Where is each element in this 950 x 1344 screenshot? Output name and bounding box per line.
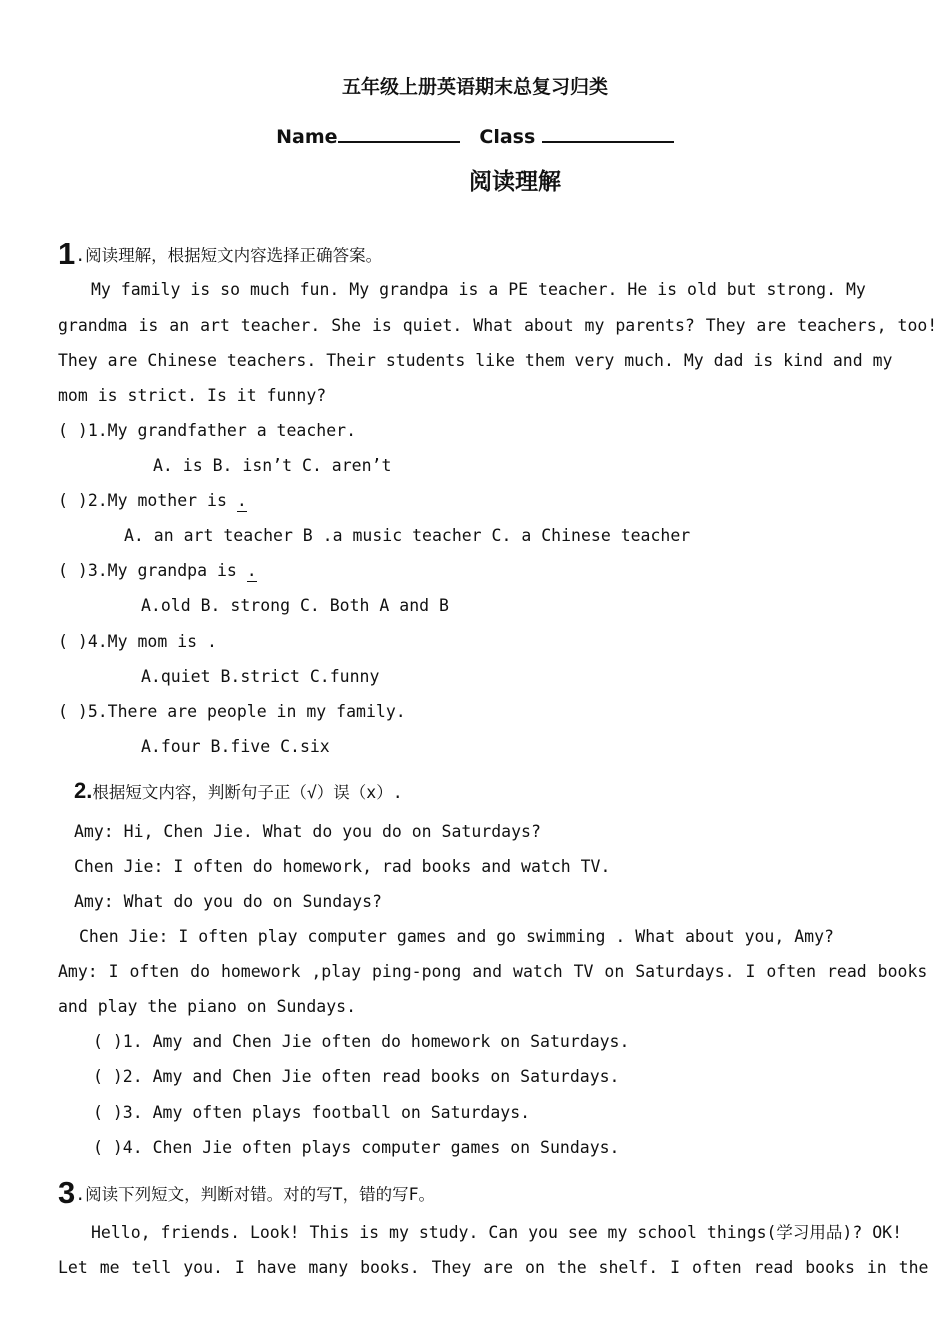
judgment-item[interactable]: ( )1. Amy and Chen Jie often do homework on Saturdays. [93, 1032, 630, 1051]
q3-passage-line: Let me tell you. I have many books. They are on the shelf. I often read books in the [58, 1258, 929, 1277]
q3-instruction: .阅读下列短文，判断对错。对的写T，错的写F。 [75, 1185, 436, 1204]
name-label: Name [276, 126, 338, 148]
page-title: 五年级上册英语期末总复习归类 [341, 76, 608, 98]
item-options: A. an art teacher B .a music teacher C. a Chinese teacher [124, 526, 691, 545]
dialogue-line: Amy: Hi, Chen Jie. What do you do on Saturdays? [74, 822, 541, 841]
item-stem: 1.My grandfather a teacher. [87, 421, 357, 440]
class-blank[interactable] [542, 123, 674, 143]
dialogue-line: Amy: What do you do on Sundays? [74, 892, 382, 911]
answer-paren[interactable]: ( ) [58, 421, 88, 440]
q1-item [58, 491, 247, 512]
judgment-item[interactable]: ( )4. Chen Jie often plays computer games on Sundays. [93, 1138, 620, 1157]
q3-number: 3 [58, 1175, 76, 1210]
item-options: A.old B. strong C. Both A and B [141, 596, 449, 615]
q1-item [58, 702, 406, 722]
dialogue-line: Chen Jie: I often do homework, rad books and watch TV. [74, 857, 611, 876]
q1-heading [58, 238, 382, 272]
answer-blank[interactable]: . [236, 491, 247, 510]
section-title: 阅读理解 [469, 169, 561, 195]
dialogue-line: and play the piano on Sundays. [58, 997, 357, 1016]
judgment-item[interactable]: ( )2. Amy and Chen Jie often read books on Saturdays. [93, 1067, 620, 1086]
dialogue-line: Amy: I often do homework ,play ping-pong and watch TV on Saturdays. I often read books [58, 962, 928, 981]
item-stem: 2.My mother is [87, 491, 237, 510]
q1-number: 1 [58, 236, 76, 271]
q2-number: 2. [74, 778, 93, 803]
q1-passage-line: My family is so much fun. My grandpa is a PE teacher. He is old but strong. My [91, 280, 866, 299]
q2-heading [74, 778, 403, 806]
answer-paren[interactable]: ( ) [58, 491, 88, 510]
item-options: A. is B. isn’t C. aren’t [153, 456, 392, 475]
item-options: A.four B.five C.six [141, 737, 330, 756]
q3-heading [58, 1177, 435, 1211]
q2-instruction: 根据短文内容，判断句子正（√）误（x）. [92, 783, 403, 802]
answer-paren[interactable]: ( ) [58, 561, 88, 580]
answer-blank[interactable]: . [246, 561, 257, 580]
q1-item [58, 421, 356, 441]
answer-paren[interactable]: ( ) [58, 702, 88, 721]
q1-item [58, 561, 257, 582]
item-stem: 4.My mom is . [87, 632, 217, 651]
q1-passage-line: mom is strict. Is it funny? [58, 386, 327, 405]
q1-passage-line: They are Chinese teachers. Their students like them very much. My dad is kind and my [58, 351, 893, 370]
dialogue-line: Chen Jie: I often play computer games and go swimming . What about you, Amy? [79, 927, 834, 946]
name-blank[interactable] [338, 123, 460, 143]
q1-item [58, 632, 217, 652]
item-stem: 5.There are people in my family. [87, 702, 406, 721]
q3-passage-line: Hello, friends. Look! This is my study. Can you see my school things(学习用品)? OK! [91, 1223, 903, 1242]
q1-passage-line: grandma is an art teacher. She is quiet. What about my parents? They are teachers, too! [58, 316, 938, 335]
answer-paren[interactable]: ( ) [58, 632, 88, 651]
name-class-line [0, 123, 950, 148]
item-stem: 3.My grandpa is [87, 561, 247, 580]
q1-instruction: .阅读理解，根据短文内容选择正确答案。 [75, 246, 383, 265]
class-label: Class [479, 126, 536, 148]
judgment-item[interactable]: ( )3. Amy often plays football on Saturdays. [93, 1103, 531, 1122]
item-options: A.quiet B.strict C.funny [141, 667, 380, 686]
